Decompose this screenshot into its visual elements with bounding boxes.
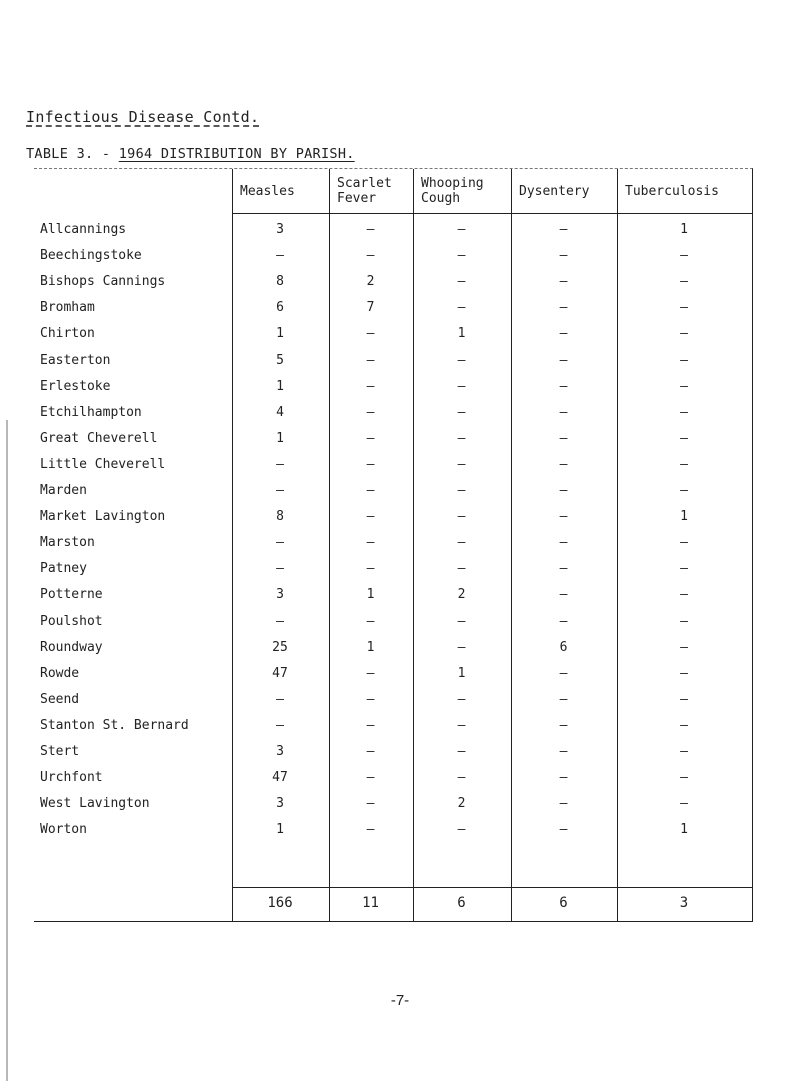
table-cell: – (366, 822, 375, 838)
total-tuberculosis: 3 (679, 895, 689, 911)
table-cell: – (457, 509, 466, 525)
table-cell: – (559, 717, 568, 733)
parish-name: West Lavington (40, 796, 150, 812)
table-cell: – (366, 248, 375, 264)
table-cell: – (366, 483, 375, 498)
table-cell: – (559, 456, 568, 472)
parish-name: Worton (40, 822, 87, 838)
table-cell: – (559, 404, 568, 420)
table-cell: – (457, 222, 466, 237)
table-row (34, 297, 752, 321)
table-cell: – (457, 248, 466, 264)
table-row (34, 819, 752, 843)
totals-row (34, 891, 752, 915)
table-cell: – (366, 561, 375, 577)
table-cell: – (457, 378, 466, 394)
table-cell: – (366, 352, 375, 368)
parish-name: Stanton St. Bernard (40, 717, 189, 733)
table-cell: – (559, 587, 568, 603)
table-cell: – (457, 744, 466, 759)
table-cell: – (276, 691, 284, 707)
table-cell: – (559, 535, 568, 551)
table-cell: 7 (366, 300, 375, 316)
table-cell: – (559, 691, 568, 707)
total-scarlet-fever: 11 (362, 895, 379, 911)
table-cell: 1 (680, 509, 688, 525)
table-cell: – (680, 535, 688, 551)
table-cell: 1 (366, 639, 375, 655)
table-cell: – (366, 796, 375, 812)
table-title-prefix: TABLE 3. - (26, 146, 119, 162)
totals-divider (232, 887, 752, 888)
scan-margin-line (6, 420, 8, 1081)
table-cell: – (276, 456, 284, 472)
table-cell: – (680, 639, 688, 655)
table-row (34, 323, 752, 347)
table-cell: – (457, 274, 466, 290)
parish-name: Seend (40, 691, 80, 707)
table-row (34, 689, 752, 713)
table-cell: – (276, 535, 284, 551)
parish-name: Marden (40, 483, 87, 498)
table-cell: – (366, 744, 375, 759)
table-cell: – (559, 274, 568, 290)
table-row (34, 245, 752, 269)
table-cell: 1 (276, 430, 284, 446)
table-row (34, 428, 752, 452)
parish-name: Beechingstoke (40, 248, 142, 264)
page-number: -7- (390, 992, 410, 1009)
table-cell: 5 (276, 352, 284, 368)
parish-name: Chirton (40, 326, 95, 342)
table-cell: 1 (680, 822, 688, 838)
table-cell: – (559, 770, 568, 786)
table-cell: – (276, 717, 284, 733)
table-cell: – (457, 822, 466, 838)
table-cell: – (559, 378, 568, 394)
table-cell: – (366, 404, 375, 420)
table-cell: 8 (276, 274, 284, 290)
table-cell: 47 (272, 770, 288, 786)
table-cell: 1 (276, 378, 284, 394)
table-cell: – (680, 274, 688, 290)
table-cell: – (680, 665, 688, 681)
parish-name: Market Lavington (40, 509, 166, 525)
table-cell: – (457, 639, 466, 655)
parish-name: Roundway (40, 639, 103, 655)
parish-name: Erlestoke (40, 378, 111, 394)
table-cell: 1 (366, 587, 375, 603)
col-header-whooping-cough: Whooping Cough (421, 176, 484, 206)
table-cell: – (559, 744, 568, 759)
header-divider (232, 213, 752, 214)
total-measles: 166 (267, 895, 293, 911)
table-row (34, 350, 752, 374)
table-cell: – (559, 483, 568, 498)
parish-name: Easterton (40, 352, 111, 368)
parish-name: Allcannings (40, 222, 127, 237)
table-cell: – (680, 326, 688, 342)
table-cell: – (680, 352, 688, 368)
parish-name: Etchilhampton (40, 404, 142, 420)
table-row (34, 715, 752, 739)
table-cell: – (559, 613, 568, 629)
table-cell: – (457, 352, 466, 368)
table-cell: – (366, 665, 375, 681)
table-cell: – (366, 222, 375, 237)
table-row (34, 532, 752, 556)
table-cell: – (366, 430, 375, 446)
table-cell: – (559, 561, 568, 577)
table-cell: 1 (276, 822, 284, 838)
table-row (34, 402, 752, 426)
table-row (34, 219, 752, 243)
parish-name: Great Cheverell (40, 430, 158, 446)
table-row (34, 271, 752, 295)
table-cell: – (276, 613, 284, 629)
table-cell: – (559, 796, 568, 812)
col-header-tuberculosis: Tuberculosis (625, 183, 719, 199)
table-row (34, 611, 752, 635)
table-row (34, 376, 752, 400)
table-cell: – (680, 770, 688, 786)
table-row (34, 584, 752, 608)
table-cell: – (457, 535, 466, 551)
table-cell: – (559, 248, 568, 264)
table-cell: – (680, 561, 688, 577)
table-cell: – (366, 613, 375, 629)
table-cell: 2 (457, 587, 466, 603)
table-cell: 1 (680, 222, 688, 237)
table-cell: – (559, 326, 568, 342)
table-cell: – (559, 822, 568, 838)
table-cell: – (457, 456, 466, 472)
table-cell: – (457, 770, 466, 786)
table-row (34, 480, 752, 504)
page-heading: Infectious Disease Contd. (26, 108, 260, 126)
table-cell: 3 (276, 222, 284, 237)
table-cell: – (457, 404, 466, 420)
table-cell: – (276, 483, 284, 498)
total-dysentery: 6 (559, 895, 568, 911)
table-cell: – (680, 378, 688, 394)
table-cell: – (366, 535, 375, 551)
table-cell: – (276, 248, 284, 264)
parish-name: Marston (40, 535, 95, 551)
total-whooping-cough: 6 (457, 895, 466, 911)
table-cell: – (366, 378, 375, 394)
parish-name: Little Cheverell (40, 456, 166, 472)
table-cell: 3 (276, 744, 284, 759)
table-cell: – (366, 456, 375, 472)
table-cell: – (559, 300, 568, 316)
parish-distribution-table (34, 168, 753, 922)
table-cell: 2 (457, 796, 466, 812)
table-cell: – (457, 483, 466, 498)
col-header-scarlet-fever: Scarlet Fever (337, 176, 392, 206)
table-cell: 3 (276, 587, 284, 603)
table-cell: – (457, 561, 466, 577)
table-cell: 6 (276, 300, 284, 316)
table-row (34, 741, 752, 765)
parish-name: Rowde (40, 665, 80, 681)
table-cell: – (457, 613, 466, 629)
parish-name: Poulshot (40, 613, 103, 629)
table-cell: – (680, 691, 688, 707)
table-cell: 6 (559, 639, 568, 655)
table-cell: 1 (457, 665, 466, 681)
table-cell: – (559, 509, 568, 525)
col-header-measles: Measles (240, 183, 295, 199)
table-cell: – (366, 770, 375, 786)
table-cell: – (366, 326, 375, 342)
table-cell: – (457, 430, 466, 446)
col-header-dysentery: Dysentery (519, 183, 590, 199)
table-row (34, 793, 752, 817)
table-cell: – (457, 300, 466, 316)
parish-name: Stert (40, 744, 80, 759)
table-cell: – (680, 248, 688, 264)
table-cell: – (680, 796, 688, 812)
parish-name: Bromham (40, 300, 95, 316)
table-cell: – (680, 456, 688, 472)
table-cell: – (559, 665, 568, 681)
table-cell: – (366, 509, 375, 525)
table-cell: 1 (276, 326, 284, 342)
table-title (26, 146, 355, 162)
table-cell: – (559, 222, 568, 237)
table-row (34, 663, 752, 687)
table-cell: – (366, 691, 375, 707)
table-row (34, 637, 752, 661)
table-cell: – (457, 717, 466, 733)
table-cell: 1 (457, 326, 466, 342)
table-cell: – (680, 717, 688, 733)
table-cell: – (680, 613, 688, 629)
table-cell: – (680, 300, 688, 316)
table-cell: – (680, 587, 688, 603)
parish-name: Patney (40, 561, 87, 577)
table-cell: – (680, 483, 688, 498)
parish-name: Urchfont (40, 770, 103, 786)
table-cell: – (680, 404, 688, 420)
table-title-main: 1964 DISTRIBUTION BY PARISH. (118, 146, 355, 162)
table-row (34, 506, 752, 530)
table-cell: 2 (366, 274, 375, 290)
table-cell: 25 (272, 639, 288, 655)
table-cell: 4 (276, 404, 284, 420)
table-cell: – (276, 561, 284, 577)
table-cell: – (559, 430, 568, 446)
parish-name: Bishops Cannings (40, 274, 166, 290)
table-row (34, 767, 752, 791)
table-row (34, 558, 752, 582)
table-cell: – (366, 717, 375, 733)
table-cell: 8 (276, 509, 284, 525)
table-cell: – (680, 430, 688, 446)
parish-name: Potterne (40, 587, 103, 603)
table-cell: – (680, 744, 688, 759)
table-cell: – (559, 352, 568, 368)
table-cell: 3 (276, 796, 284, 812)
table-row (34, 454, 752, 478)
table-cell: 47 (272, 665, 288, 681)
table-cell: – (457, 691, 466, 707)
